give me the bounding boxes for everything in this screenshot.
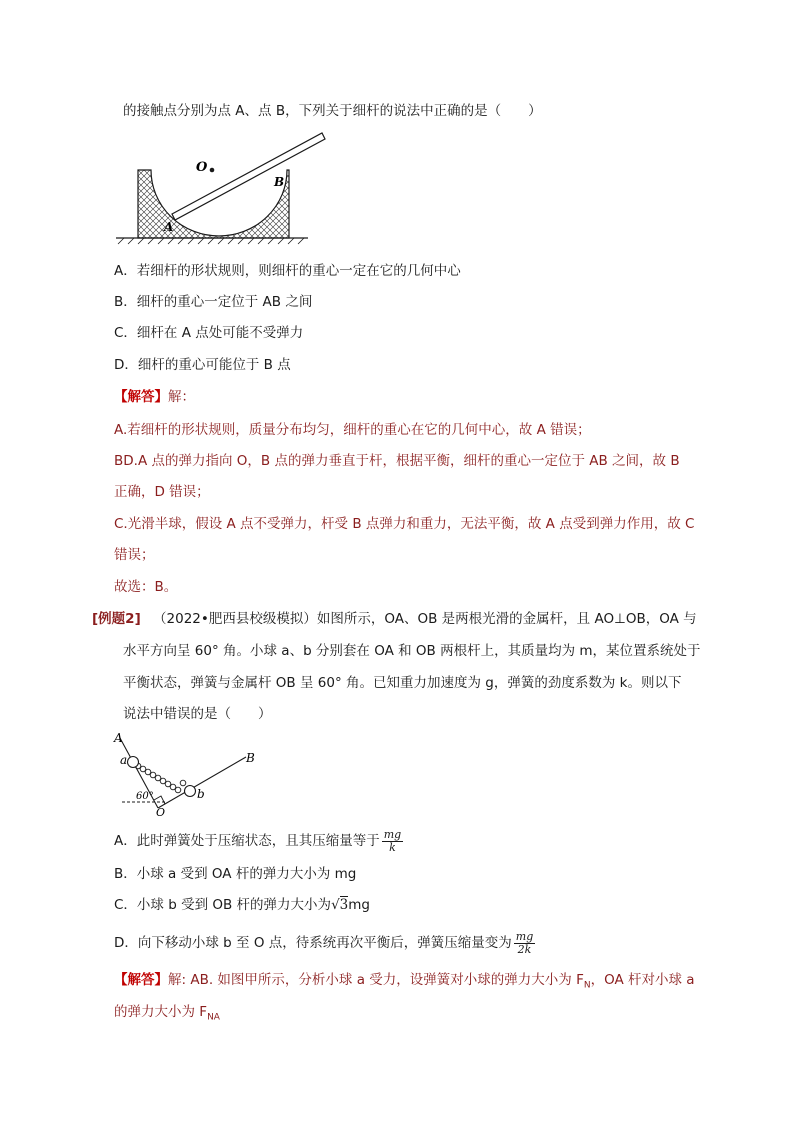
example-tag: [例题2] [92,611,141,627]
label-a-end: A [114,731,123,745]
q1-stem: 的接触点分别为点 A、点 B，下列关于细杆的说法中正确的是（ ） [123,103,542,119]
q2-stem-line: 平衡状态，弹簧与金属杆 OB 呈 60° 角。已知重力加速度为 g，弹簧的劲度系数为 k。则以下 [123,675,682,691]
q1-option-c: C．细杆在 A 点处可能不受弹力 [114,325,304,341]
q1-option-a: A．若细杆的形状规则，则细杆的重心一定在它的几何中心 [114,263,461,279]
rod [172,133,325,220]
q2-option-a: A．此时弹簧处于压缩状态，且其压缩量等于 $\frac{mg}{k}$ [114,827,402,854]
spring [135,763,186,793]
answer-label: 【解答】 [114,972,168,988]
q2-answer-line-1: 【解答】解: AB. 如图甲所示，分析小球 a 受力，设弹簧对小球的弹力大小为 $F_N$，OA 杆对小球 a [114,972,695,991]
q1-option-b: B．细杆的重心一定位于 AB 之间 [114,294,313,310]
q1-answer-header [114,387,195,407]
answer-prefix: 解： [168,389,195,405]
q2-option-c: C．小球 b 受到 OB 杆的弹力大小为√3mg [114,897,370,913]
q1-option-d: D．细杆的重心可能位于 B 点 [114,357,291,373]
q1-answer-line: 故选：B。 [114,579,178,595]
sqrt-symbol: √3 [331,897,349,913]
q2-option-b: B．小球 a 受到 OA 杆的弹力大小为 mg [114,866,357,882]
q2-answer-line-2: 的弹力大小为 $F_{NA}$ [114,1004,220,1023]
q1-answer-line: 错误； [114,547,155,563]
label-b: B [274,175,285,189]
q2-option-d: D．向下移动小球 b 至 O 点，待系统再次平衡后，弹簧压缩量变为 $\frac{mg}{2k}$ [114,929,534,956]
label-o: O [196,160,208,175]
center-point-o [210,168,215,173]
q1-answer-line: C.光滑半球，假设 A 点不受弹力，杆受 B 点弹力和重力，无法平衡，故 A 点受到弹力作用，故 C [114,516,695,532]
q1-answer-line: BD.A 点的弹力指向 O，B 点的弹力垂直于杆，根据平衡，细杆的重心一定位于 AB 之间，故 B [114,453,680,469]
label-a: A [164,220,174,234]
label-o: O [156,806,166,816]
q2-figure-rods-spring [108,728,278,816]
q2-stem-line-1: [例题2] （2022•肥西县校级模拟）如图所示，OA、OB 是两根光滑的金属杆，且 AO⊥OB，OA 与 [92,611,697,627]
fraction: $\frac{mg}{2k}$ [515,929,534,956]
q2-stem-line: 说法中错误的是（ ） [123,706,272,722]
q1-answer-line: A.若细杆的形状规则，质量分布均匀，细杆的重心在它的几何中心，故 A 错误； [114,422,591,438]
fraction: $\frac{mg}{k}$ [383,827,402,854]
label-angle: 60° [136,791,154,802]
label-ball-b: b [197,787,205,801]
q1-answer-line: 正确，D 错误； [114,484,210,500]
q1-figure-bowl-rod [108,128,328,246]
answer-label: 【解答】 [114,389,168,405]
label-ball-a: a [120,753,128,767]
ball-a [128,757,139,768]
ball-b [185,786,196,797]
bowl-block [138,170,289,238]
q2-stem-line: 水平方向呈 60° 角。小球 a、b 分别套在 OA 和 OB 两根杆上，其质量均为 m，某位置系统处于 [123,643,701,659]
label-b-end: B [246,751,255,765]
